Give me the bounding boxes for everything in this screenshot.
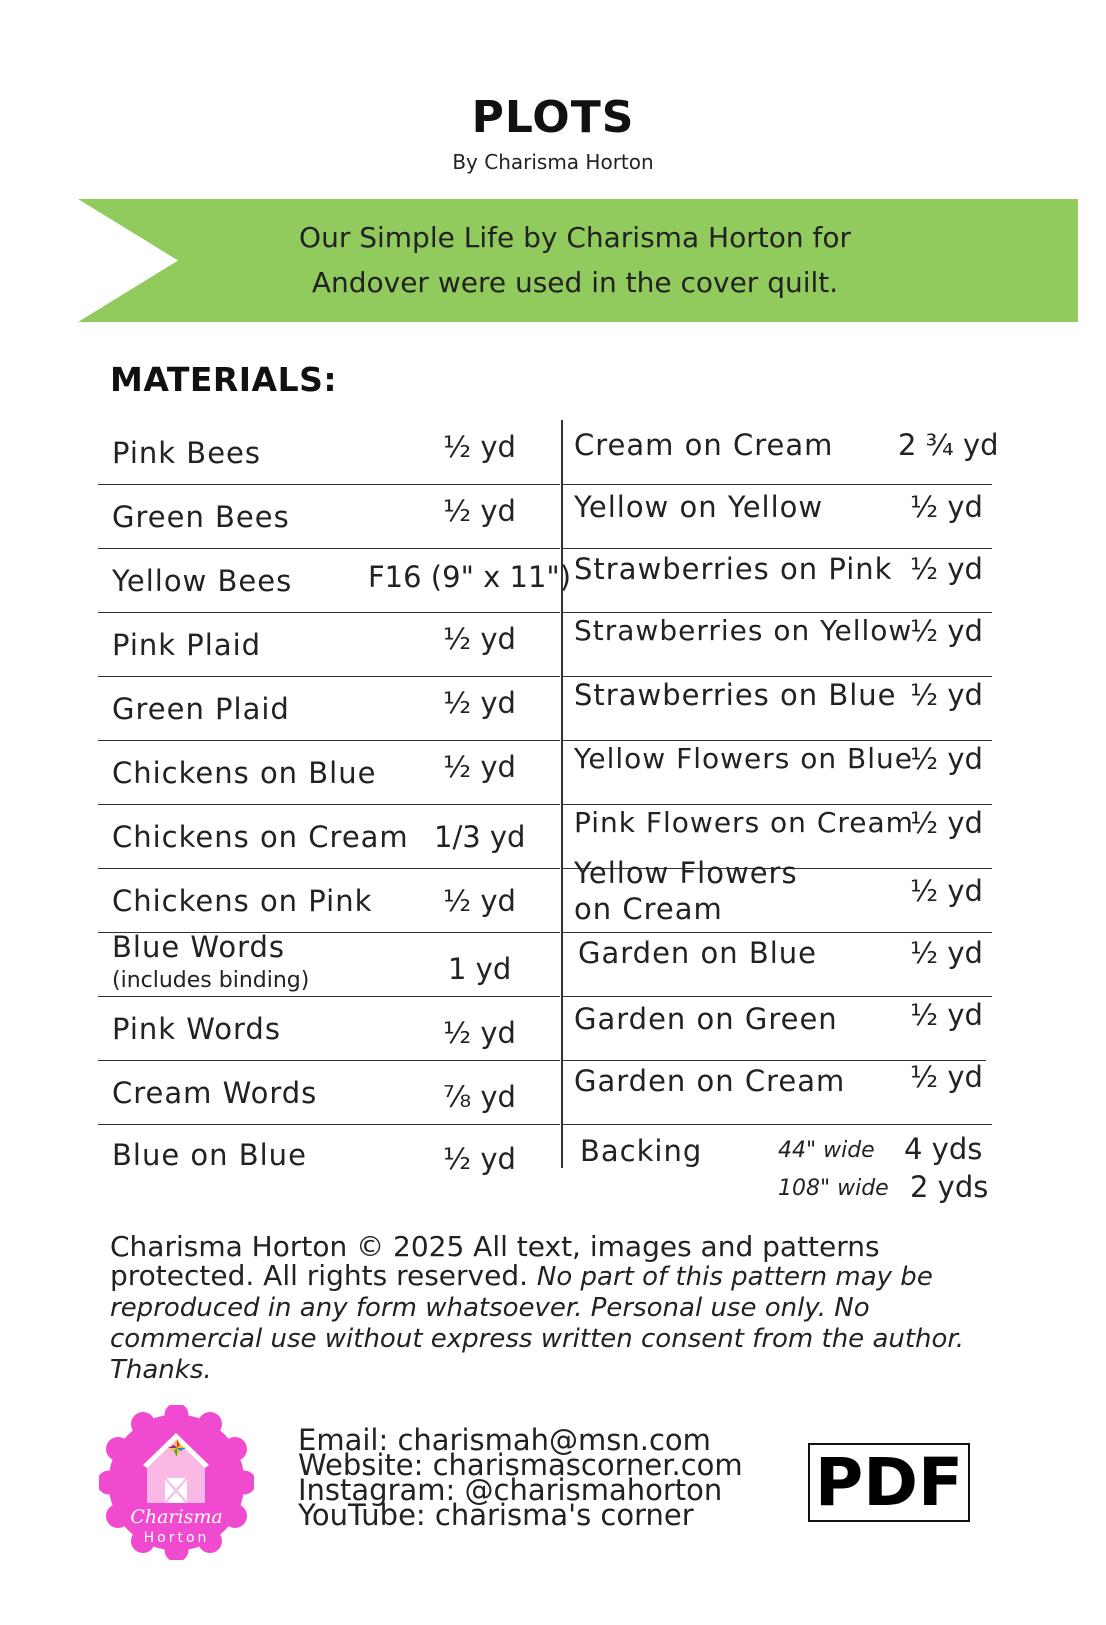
fabric-qty: ½ yd [910, 998, 983, 1032]
table-row [98, 420, 560, 485]
charisma-horton-logo [99, 1405, 254, 1560]
copyright-notice [110, 1232, 970, 1385]
fabric-qty: 2 ¾ yd [898, 428, 999, 462]
table-row [562, 612, 992, 677]
fabric-qty: ½ yd [443, 622, 516, 656]
fabric-qty: ½ yd [443, 884, 516, 918]
fabric-qty: ½ yd [910, 490, 983, 524]
fabric-qty: ½ yd [443, 686, 516, 720]
fabric-name: Yellow Flowers [574, 856, 798, 890]
table-row [562, 1060, 992, 1125]
table-row [98, 740, 560, 805]
fabric-name: Strawberries on Blue [574, 678, 897, 712]
backing-width: 44" wide [778, 1138, 875, 1163]
logo-badge [99, 1405, 254, 1560]
fabric-qty: ½ yd [443, 494, 516, 528]
fabric-qty: ½ yd [443, 1142, 516, 1176]
fabric-qty: ½ yd [910, 936, 983, 970]
table-row [98, 996, 560, 1061]
banner-text [180, 215, 970, 305]
fabric-qty: ½ yd [443, 750, 516, 784]
table-row [98, 1124, 560, 1188]
fabric-qty: ⅞ yd [443, 1080, 516, 1114]
fabric-name: Green Bees [112, 500, 290, 534]
fabric-qty: ½ yd [910, 742, 983, 776]
table-row [562, 484, 992, 549]
fabric-name: Cream Words [112, 1076, 318, 1110]
backing-qty: 4 yds [904, 1132, 983, 1166]
fabric-name: Pink Bees [112, 436, 261, 470]
fabric-qty: F16 (9" x 11") [368, 560, 572, 594]
fabric-name: Blue on Blue [112, 1138, 307, 1172]
table-row [562, 420, 999, 485]
table-row [562, 676, 992, 741]
table-row [98, 868, 560, 933]
table-row [98, 932, 560, 997]
logo-text-2: Horton [143, 1530, 210, 1546]
backing-qty: 2 yds [910, 1170, 989, 1204]
fabric-name: Yellow Bees [112, 564, 293, 598]
table-row [562, 856, 992, 933]
materials-table-right [562, 420, 999, 1204]
fabric-name: Chickens on Pink [112, 884, 373, 918]
fabric-name: Garden on Green [574, 1002, 838, 1036]
fabric-qty: ½ yd [910, 678, 983, 712]
table-row [98, 548, 572, 613]
copyright-restrictions: No part of this pattern may be reproduced in any form whatsoever. Personal use only. No commercial use without express written consent from the author. Thanks. [110, 1262, 965, 1385]
backing-width: 108" wide [778, 1176, 889, 1201]
fabric-name: Strawberries on Yellow [574, 614, 913, 647]
fabric-name: Strawberries on Pink [574, 552, 893, 586]
fabric-name: Pink Flowers on Cream [574, 806, 914, 839]
materials-table-left [98, 420, 572, 1176]
table-row [98, 804, 560, 869]
fabric-name: Chickens on Cream [112, 820, 409, 854]
logo-text-1: Charisma [130, 1506, 223, 1528]
fabric-qty: ½ yd [910, 1060, 983, 1094]
materials-heading: MATERIALS: [110, 360, 338, 399]
table-row [562, 932, 992, 997]
table-row [562, 996, 986, 1061]
fabric-note: (includes binding) [112, 968, 310, 993]
fabric-name: Green Plaid [112, 692, 290, 726]
table-row [98, 676, 560, 741]
fabric-name: Pink Words [112, 1012, 281, 1046]
table-row [98, 612, 560, 677]
table-row [98, 1060, 560, 1125]
fabric-name: Yellow on Yellow [574, 490, 824, 524]
contact-email: Email: charismah@msn.com [298, 1423, 711, 1457]
author-byline: By Charisma Horton [452, 150, 654, 174]
fabric-qty: ½ yd [910, 874, 983, 908]
copyright-text: Charisma Horton © 2025 All text, images and patterns protected. All rights reserved. [110, 1230, 880, 1292]
fabric-qty: ½ yd [910, 552, 983, 586]
fabric-name: Blue Words [112, 930, 286, 964]
contact-website: Website: charismascorner.com [298, 1448, 743, 1482]
fabric-qty: ½ yd [443, 430, 516, 464]
fabric-name: Garden on Blue [578, 936, 818, 970]
fabric-qty: 1 yd [448, 952, 512, 986]
fabric-name: Yellow Flowers on Blue [574, 742, 913, 775]
fabric-name: Cream on Cream [574, 428, 834, 462]
table-row [98, 484, 560, 549]
table-row [562, 548, 992, 613]
fabric-qty: 1/3 yd [434, 820, 526, 854]
fabric-qty: ½ yd [443, 1016, 516, 1050]
fabric-name-continued: on Cream [574, 892, 723, 926]
table-row [562, 740, 992, 805]
contact-info [298, 1423, 743, 1532]
contact-youtube: YouTube: charisma's corner [298, 1498, 694, 1532]
fabric-qty: ½ yd [910, 806, 983, 840]
fabric-name: Backing [580, 1134, 703, 1168]
banner-line-2: Andover were used in the cover quilt. [311, 266, 839, 299]
contact-instagram: Instagram: @charismahorton [298, 1473, 723, 1507]
fabric-name: Pink Plaid [112, 628, 262, 662]
banner-line-1: Our Simple Life by Charisma Horton for [299, 221, 851, 254]
fabric-name: Garden on Cream [574, 1064, 846, 1098]
pdf-badge-label: PDF [814, 1444, 964, 1521]
page-title: PLOTS [471, 92, 635, 143]
fabric-qty: ½ yd [910, 614, 983, 648]
fabric-name: Chickens on Blue [112, 756, 377, 790]
table-row-backing [562, 1124, 992, 1204]
